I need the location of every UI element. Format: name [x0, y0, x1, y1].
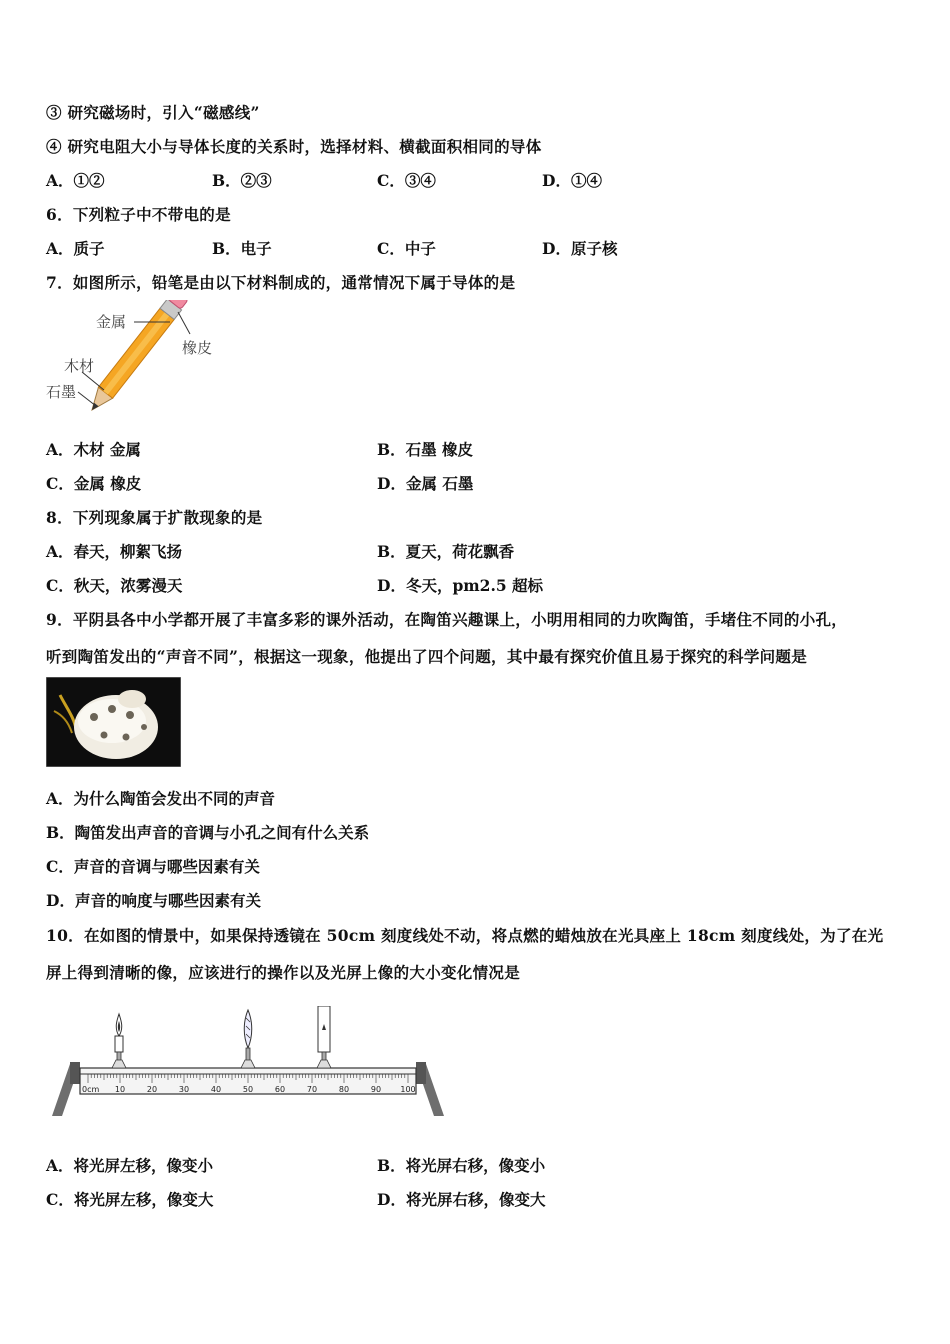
- ruler-label: 40: [210, 1085, 222, 1094]
- ruler-label: 80: [338, 1085, 350, 1094]
- ruler-label: 100: [400, 1085, 416, 1094]
- convex-lens: [241, 1010, 255, 1068]
- q8-option-b: B．夏天，荷花飘香: [377, 542, 515, 561]
- q6-option-b: B．电子: [212, 239, 272, 258]
- q7-option-d: D．金属 石墨: [377, 474, 474, 493]
- q8-option-d: D．冬天，pm2.5 超标: [377, 576, 544, 595]
- q9-option-d: D．声音的响度与哪些因素有关: [46, 891, 261, 910]
- ocarina-photo: [46, 677, 181, 767]
- q6-stem: 6．下列粒子中不带电的是: [46, 205, 231, 224]
- q5-option-b: B．②③: [212, 171, 272, 190]
- label-wood: 木材: [64, 357, 95, 375]
- q5-option-d: D．①④: [542, 171, 602, 190]
- q6-option-c: C．中子: [377, 239, 436, 258]
- label-metal: 金属: [96, 313, 127, 331]
- q7-option-a: A．木材 金属: [46, 440, 141, 459]
- q8-stem: 8．下列现象属于扩散现象的是: [46, 508, 263, 527]
- ruler-label: 10: [114, 1085, 126, 1094]
- q10-option-a: A．将光屏左移，像变小: [46, 1156, 214, 1175]
- q10-stem-line-1: 10．在如图的情景中，如果保持透镜在 50cm 刻度线处不动，将点燃的蜡烛放在光具座上 18cm 刻度线处，为了在光: [46, 926, 884, 945]
- q10-option-c: C．将光屏左移，像变大: [46, 1190, 214, 1209]
- q9-stem-line-1: 9．平阴县各中小学都开展了丰富多彩的课外活动，在陶笛兴趣课上，小明用相同的力吹陶笛，手堵住不同的小孔，: [46, 610, 848, 629]
- q9-option-c: C．声音的音调与哪些因素有关: [46, 857, 260, 876]
- ruler-label: 20: [146, 1085, 158, 1094]
- q7-option-c: C．金属 橡皮: [46, 474, 142, 493]
- q5-option-c: C．③④: [377, 171, 436, 190]
- q7-stem: 7．如图所示，铅笔是由以下材料制成的，通常情况下属于导体的是: [46, 273, 516, 292]
- ruler-label: 30: [178, 1085, 190, 1094]
- q10-option-d: D．将光屏右移，像变大: [377, 1190, 546, 1209]
- q6-option-d: D．原子核: [542, 239, 618, 258]
- candle: [112, 1014, 126, 1068]
- optical-bench-figure: [48, 1006, 448, 1120]
- ruler-label: 0cm: [82, 1085, 100, 1094]
- ruler-label: 90: [370, 1085, 382, 1094]
- q9-stem-line-2: 听到陶笛发出的“声音不同”，根据这一现象，他提出了四个问题，其中最有探究价值且易于探究的科学问题是: [46, 647, 808, 666]
- q7-option-b: B．石墨 橡皮: [377, 440, 473, 459]
- q6-option-a: A．质子: [46, 239, 105, 258]
- q9-option-b: B．陶笛发出声音的音调与小孔之间有什么关系: [46, 823, 370, 842]
- pencil-figure: [44, 300, 234, 425]
- ruler-label: 70: [306, 1085, 318, 1094]
- q5-item-4: ④ 研究电阻大小与导体长度的关系时，选择材料、横截面积相同的导体: [46, 137, 542, 156]
- ruler-label: 60: [274, 1085, 286, 1094]
- q5-item-3: ③ 研究磁场时，引入“磁感线”: [46, 103, 260, 122]
- label-rubber: 橡皮: [182, 339, 213, 357]
- light-screen: [317, 1006, 331, 1068]
- ruler-label: 50: [242, 1085, 254, 1094]
- q9-option-a: A．为什么陶笛会发出不同的声音: [46, 789, 276, 808]
- q8-option-c: C．秋天，浓雾漫天: [46, 576, 183, 595]
- q8-option-a: A．春天，柳絮飞扬: [46, 542, 183, 561]
- q10-option-b: B．将光屏右移，像变小: [377, 1156, 546, 1175]
- label-graphite: 石墨: [46, 383, 77, 401]
- q10-stem-line-2: 屏上得到清晰的像，应该进行的操作以及光屏上像的大小变化情况是: [46, 963, 521, 982]
- q5-option-a: A．①②: [46, 171, 105, 190]
